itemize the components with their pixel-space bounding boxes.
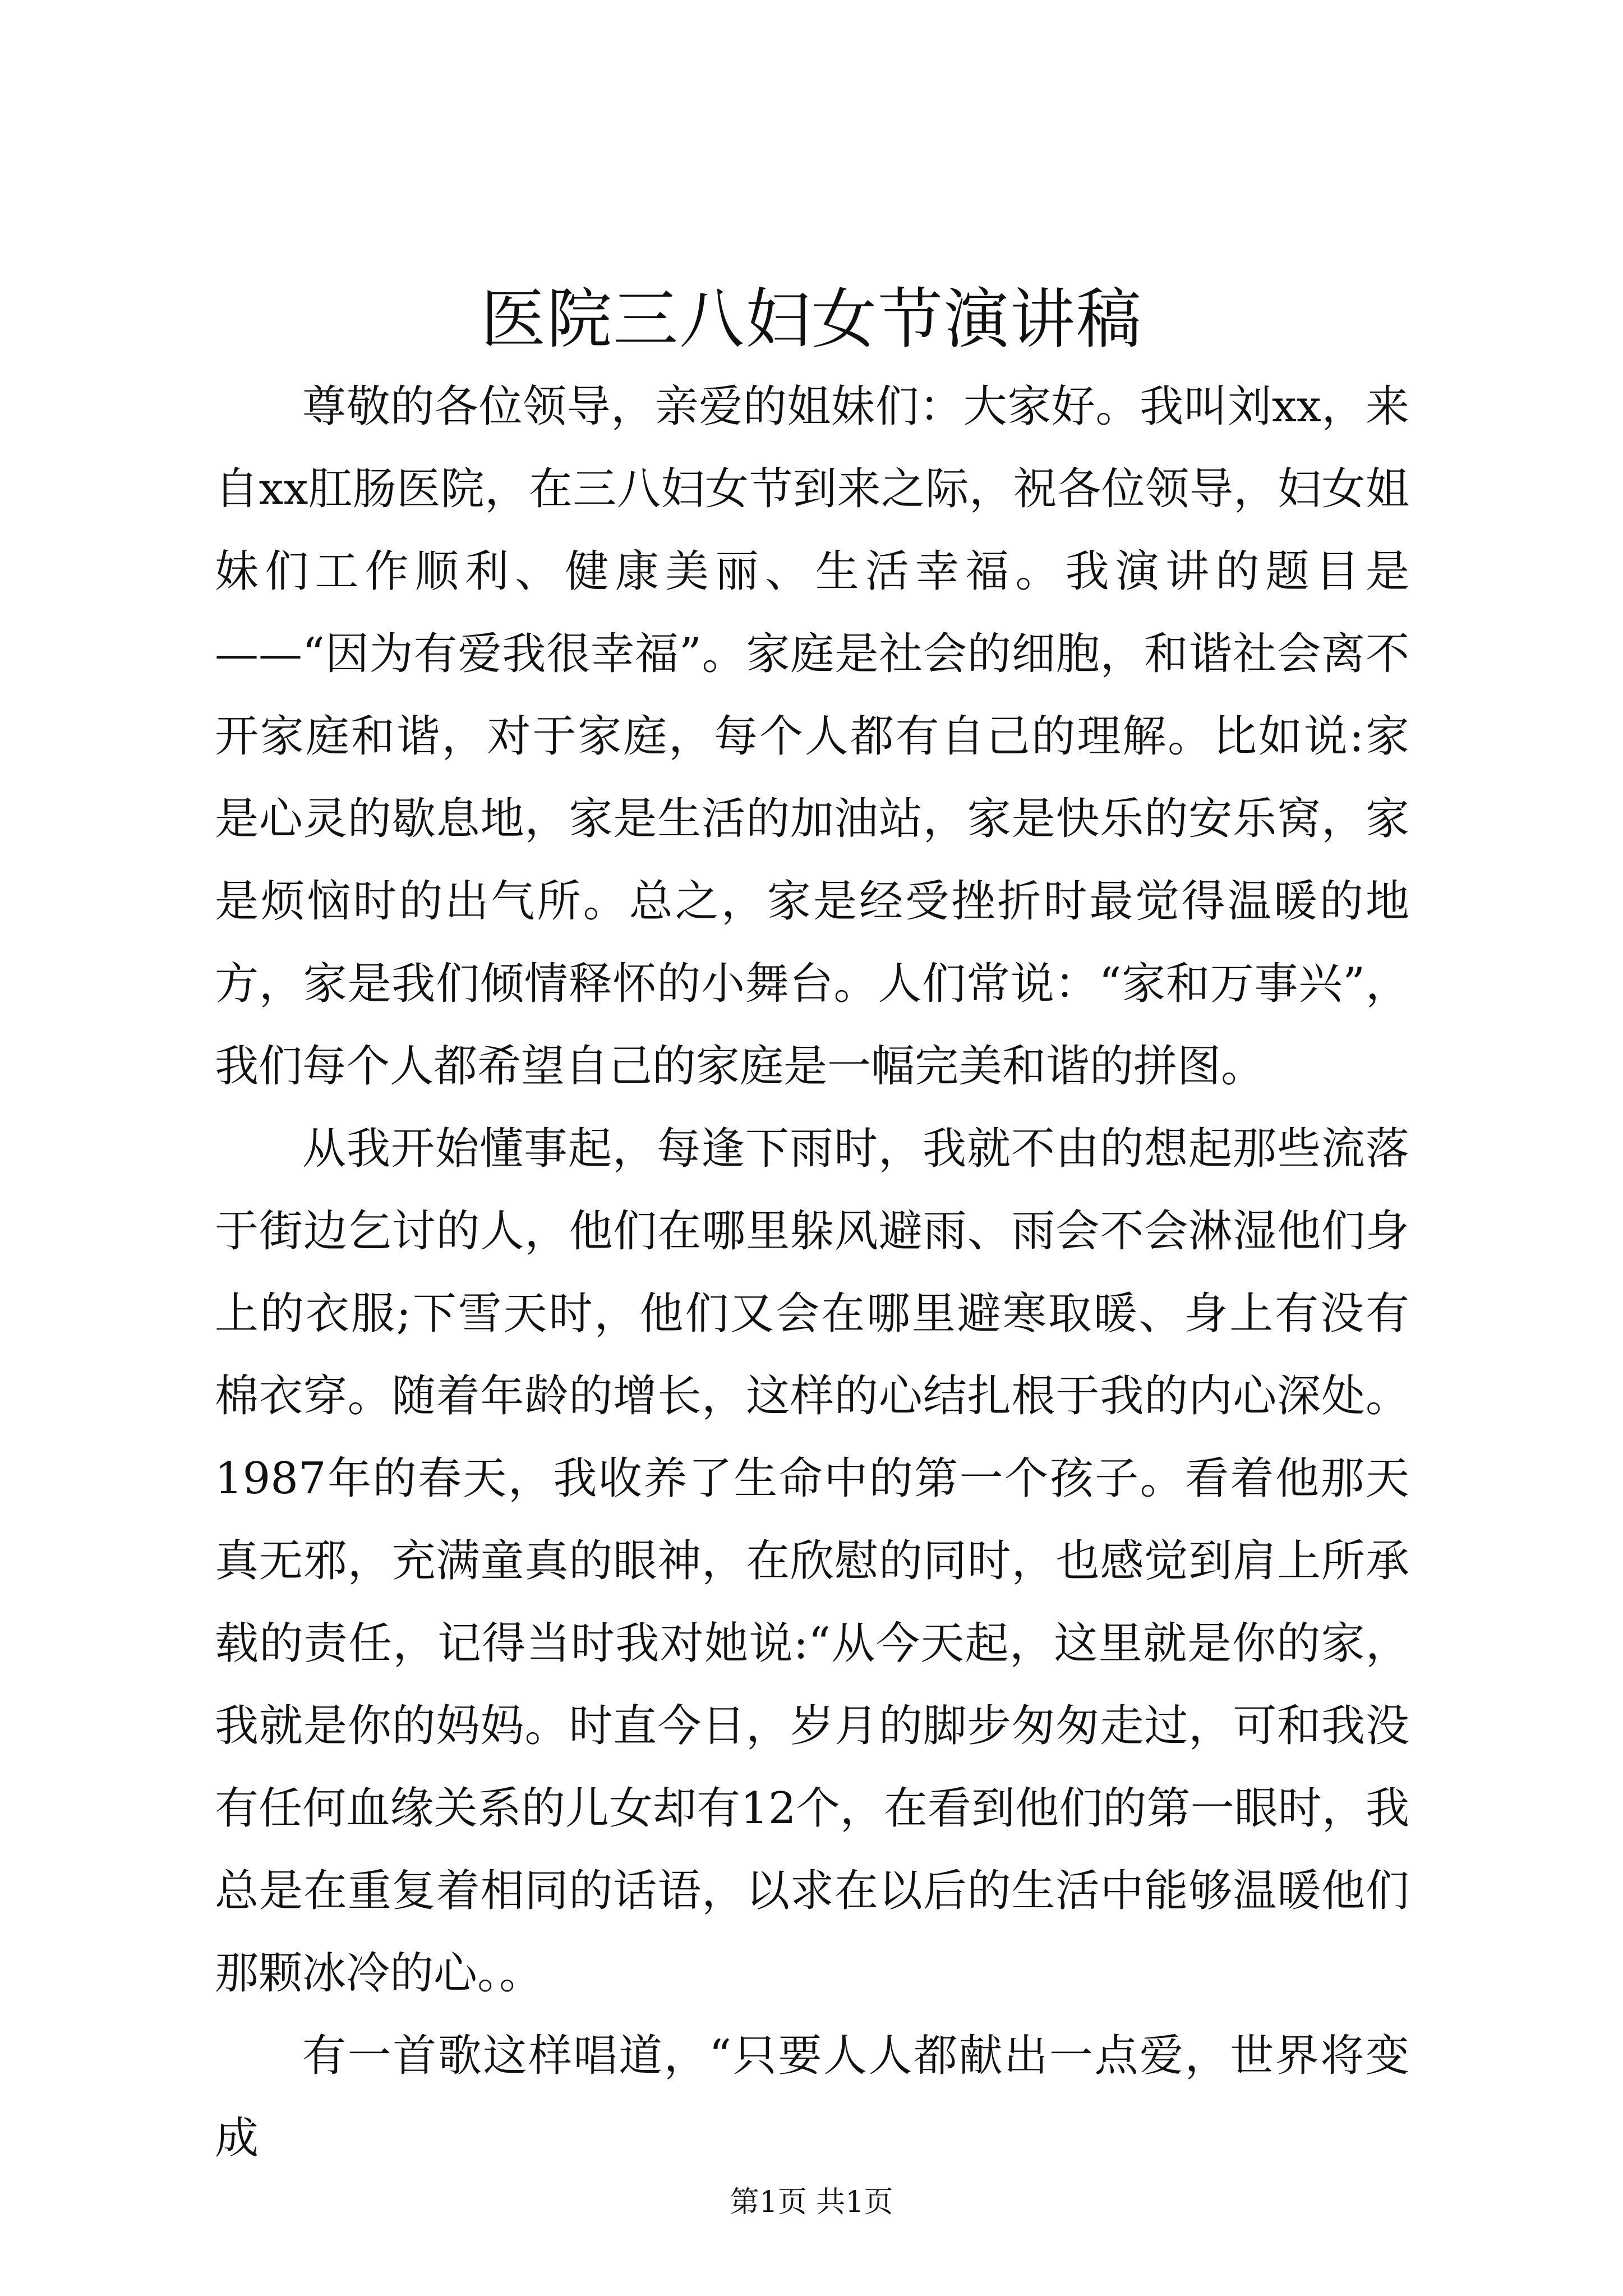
page-footer (0, 2185, 1623, 2220)
paragraph-1: 尊敬的各位领导，亲爱的姐妹们：大家好。我叫刘xx，来自xx肛肠医院，在三八妇女节到来之际，祝各位领导，妇女姐妹们工作顺利、健康美丽、生活幸福。我演讲的题目是——“因为有爱我很幸福”。家庭是社会的细胞，和谐社会离不开家庭和谐，对于家庭，每个人都有自己的理解。比如说:家是心灵的歇息地，家是生活的加油站，家是快乐的安乐窝，家是烦恼时的出气所。总之，家是经受挫折时最觉得温暖的地方，家是我们倾情释怀的小舞台。人们常说：“家和万事兴”，我们每个人都希望自己的家庭是一幅完美和谐的拼图。 (215, 381, 1409, 1092)
page-number-label: 第1页 共1页 (730, 2185, 893, 2219)
document-title: 医院三八妇女节演讲稿 (481, 282, 1142, 357)
paragraph-3: 有一首歌这样唱道，“只要人人都献出一点爱，世界将变成 (215, 2031, 1409, 2164)
document-body (215, 366, 1409, 2180)
paragraph-2: 从我开始懂事起，每逢下雨时，我就不由的想起那些流落于街边乞讨的人，他们在哪里躲风避雨、雨会不会淋湿他们身上的衣服;下雪天时，他们又会在哪里避寒取暖、身上有没有棉衣穿。随着年龄的增长，这样的心结扎根于我的内心深处。1987年的春天，我收养了生命中的第一个孩子。看着他那天真无邪，充满童真的眼神，在欣慰的同时，也感觉到肩上所承载的责任，记得当时我对她说:“从今天起，这里就是你的家，我就是你的妈妈。时直今日，岁月的脚步匆匆走过，可和我没有任何血缘关系的儿女却有12个，在看到他们的第一眼时，我总是在重复着相同的话语，以求在以后的生活中能够温暖他们那颗冰冷的心。。 (215, 1124, 1409, 1999)
